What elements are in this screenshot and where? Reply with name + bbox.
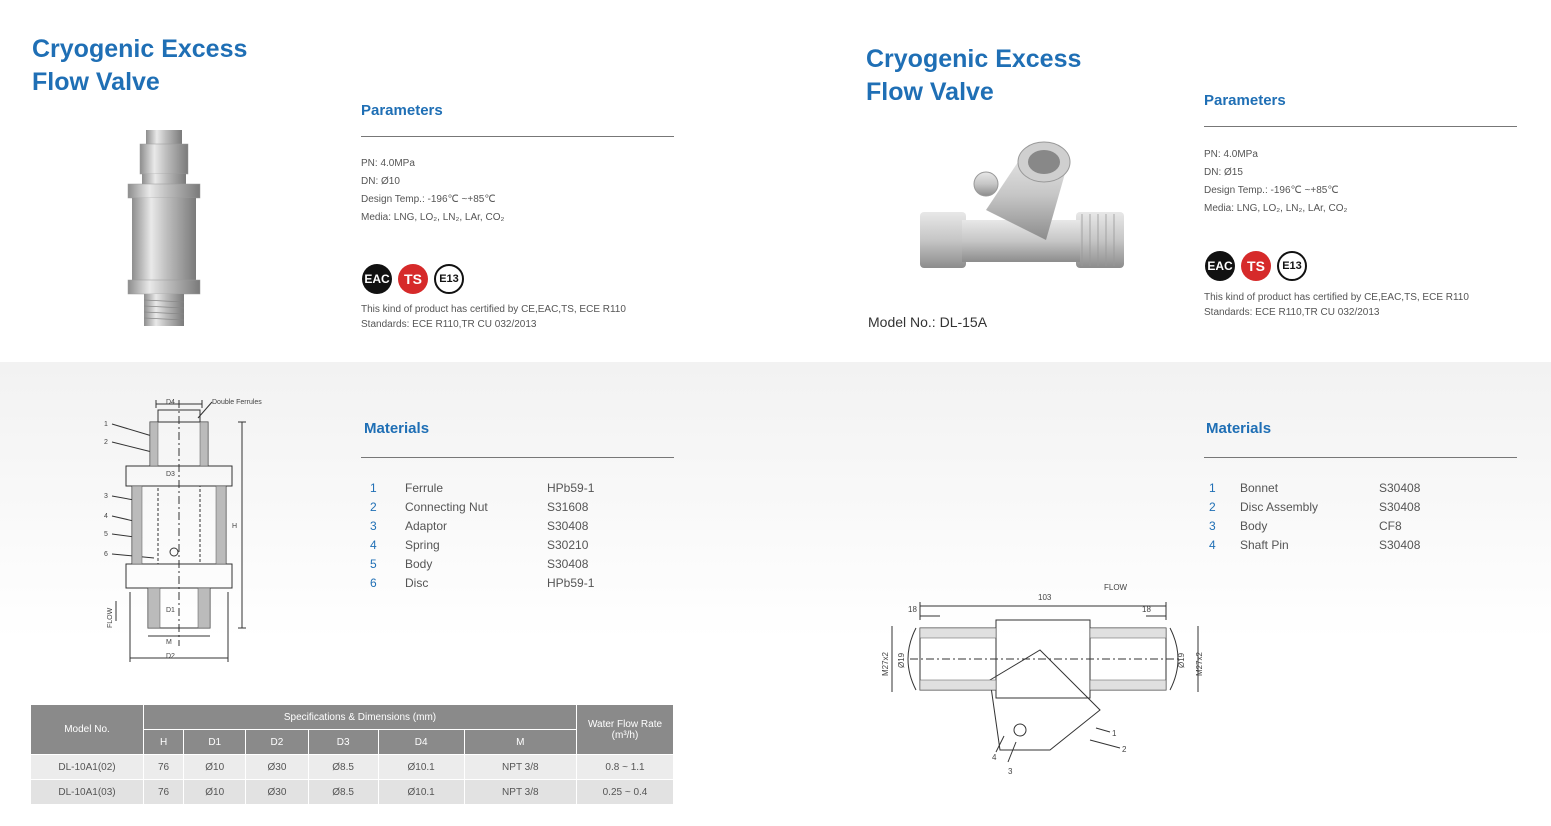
cell: Ø8.5 [308, 780, 378, 805]
material-no: 2 [1209, 500, 1216, 514]
material-row [370, 479, 670, 498]
callout-1: 1 [104, 421, 108, 428]
cell: Ø10.1 [378, 755, 464, 780]
material-grade: HPb59-1 [547, 481, 595, 495]
cell: Ø10.1 [378, 780, 464, 805]
dia-left-label: Ø19 [897, 652, 906, 668]
material-grade: S31608 [547, 500, 589, 514]
callout-4: 4 [992, 753, 997, 762]
th-d3: D3 [308, 730, 378, 755]
material-row [1209, 536, 1509, 555]
material-grade: S30210 [547, 538, 589, 552]
callout-4: 4 [104, 513, 108, 520]
material-no: 3 [370, 519, 377, 533]
callout-5: 5 [104, 531, 108, 538]
th-d4: D4 [378, 730, 464, 755]
cell: Ø10 [184, 780, 246, 805]
material-row [370, 498, 670, 517]
material-row [370, 517, 670, 536]
callout-6: 6 [104, 551, 108, 558]
left-title-line-2: Flow Valve [32, 68, 160, 96]
dia-right-label: Ø19 [1177, 652, 1186, 668]
flow-label: FLOW [107, 607, 114, 628]
th-d2: D2 [246, 730, 308, 755]
dim-d2-label: D2 [166, 653, 175, 660]
th-flow [577, 705, 674, 755]
right-section-drawing [880, 580, 1210, 780]
material-no: 1 [370, 481, 377, 495]
material-name: Ferrule [405, 481, 444, 495]
material-grade: S30408 [1379, 538, 1421, 552]
callout-2: 2 [1122, 745, 1127, 754]
material-name: Body [405, 557, 433, 571]
right-cert-badges [1205, 251, 1307, 281]
material-row [370, 574, 670, 593]
cell: 76 [144, 755, 184, 780]
e13-badge: E13 [434, 264, 464, 294]
dim-d4-label: D4 [166, 399, 175, 406]
material-row [1209, 498, 1509, 517]
left-cert-text [361, 302, 626, 332]
material-no: 6 [370, 576, 377, 590]
th-d1: D1 [184, 730, 246, 755]
material-name: Bonnet [1240, 481, 1279, 495]
left-section-drawing [98, 396, 268, 664]
left-parameters-heading: Parameters [361, 102, 443, 119]
right-model-number: Model No.: DL-15A [868, 314, 988, 330]
dim-h-label: H [232, 523, 238, 530]
right-param-temp: Design Temp.: -196℃ ~+85℃ [1204, 185, 1339, 196]
cell: Ø30 [246, 755, 308, 780]
material-no: 2 [370, 500, 377, 514]
left-standards-line: Standards: ECE R110,TR CU 032/2013 [361, 319, 537, 330]
e13-badge: E13 [1277, 251, 1307, 281]
material-name: Disc Assembly [1240, 500, 1319, 514]
cell: NPT 3/8 [464, 780, 576, 805]
left-param-media: Media: LNG, LO₂, LN₂, LAr, CO₂ [361, 212, 505, 223]
material-no: 4 [370, 538, 377, 552]
left-cert-line: This kind of product has certified by CE,EAC,TS, ECE R110 [361, 304, 626, 315]
material-name: Body [1240, 519, 1268, 533]
th-flow-unit: (m³/h) [611, 729, 639, 741]
material-name: Adaptor [405, 519, 448, 533]
left-product-title [32, 33, 247, 99]
right-parameters-divider [1204, 126, 1517, 127]
material-row [370, 536, 670, 555]
left-param-pn: PN: 4.0MPa [361, 158, 415, 169]
right-cert-line: This kind of product has certified by CE,EAC,TS, ECE R110 [1204, 292, 1469, 303]
th-model: Model No. [31, 705, 144, 755]
th-spec: Specifications & Dimensions (mm) [144, 705, 577, 730]
left-parameters-divider [361, 136, 674, 137]
material-grade: CF8 [1379, 519, 1402, 533]
right-param-pn: PN: 4.0MPa [1204, 149, 1258, 160]
thread-left-label: M27x2 [881, 651, 890, 676]
left-param-temp: Design Temp.: -196℃ ~+85℃ [361, 194, 496, 205]
cell: NPT 3/8 [464, 755, 576, 780]
material-no: 4 [1209, 538, 1216, 552]
cell: Ø30 [246, 780, 308, 805]
left-param-dn: DN: Ø10 [361, 176, 400, 187]
material-grade: S30408 [1379, 500, 1421, 514]
right-title-line-2: Flow Valve [866, 78, 994, 106]
cell-flow: 0.25 ~ 0.4 [577, 780, 674, 805]
left-materials-divider [361, 457, 674, 458]
spec-table [30, 704, 674, 805]
left-cert-badges [362, 264, 464, 294]
material-row [1209, 479, 1509, 498]
left-parameters-list [361, 155, 504, 227]
right-materials-heading: Materials [1206, 420, 1272, 437]
right-param-dn: DN: Ø15 [1204, 167, 1243, 178]
material-grade: S30408 [1379, 481, 1421, 495]
material-row [370, 555, 670, 574]
material-grade: HPb59-1 [547, 576, 595, 590]
flow-label: FLOW [1104, 583, 1128, 592]
eac-badge: EAC [1205, 251, 1235, 281]
cell: 76 [144, 780, 184, 805]
dim-d3-label: D3 [166, 471, 175, 478]
cell-model: DL-10A1(03) [31, 780, 144, 805]
material-grade: S30408 [547, 519, 589, 533]
left-valve-photo [120, 128, 220, 328]
th-h: H [144, 730, 184, 755]
dim-end-left-label: 18 [908, 605, 917, 614]
ts-badge: TS [398, 264, 428, 294]
right-parameters-list [1204, 146, 1347, 218]
left-title-line-1: Cryogenic Excess [32, 35, 248, 63]
dim-overall-label: 103 [1038, 593, 1052, 602]
cell: Ø10 [184, 755, 246, 780]
dim-d1-label: D1 [166, 607, 175, 614]
left-materials-heading: Materials [364, 420, 430, 437]
right-param-media: Media: LNG, LO₂, LN₂, LAr, CO₂ [1204, 203, 1348, 214]
right-parameters-heading: Parameters [1204, 92, 1286, 109]
material-no: 3 [1209, 519, 1216, 533]
callout-2: 2 [104, 439, 108, 446]
cell-flow: 0.8 ~ 1.1 [577, 755, 674, 780]
right-cert-text [1204, 290, 1469, 320]
right-materials-divider [1204, 457, 1517, 458]
material-grade: S30408 [547, 557, 589, 571]
material-row [1209, 517, 1509, 536]
cell: Ø8.5 [308, 755, 378, 780]
th-m: M [464, 730, 576, 755]
callout-1: 1 [1112, 729, 1117, 738]
table-row [31, 780, 674, 805]
material-name: Disc [405, 576, 429, 590]
material-no: 5 [370, 557, 377, 571]
eac-badge: EAC [362, 264, 392, 294]
callout-3: 3 [104, 493, 108, 500]
dim-m-label: M [166, 639, 172, 646]
cell-model: DL-10A1(02) [31, 755, 144, 780]
material-name: Connecting Nut [405, 500, 488, 514]
th-flow-title: Water Flow Rate [587, 718, 663, 730]
right-product-title [866, 43, 1081, 109]
ts-badge: TS [1241, 251, 1271, 281]
table-row [31, 755, 674, 780]
callout-3: 3 [1008, 767, 1013, 776]
dim-end-right-label: 18 [1142, 605, 1151, 614]
right-valve-photo [916, 140, 1128, 280]
double-ferrules-label: Double Ferrules [212, 399, 262, 406]
material-no: 1 [1209, 481, 1216, 495]
thread-right-label: M27x2 [1195, 651, 1204, 676]
material-name: Spring [405, 538, 440, 552]
right-title-line-1: Cryogenic Excess [866, 45, 1082, 73]
right-standards-line: Standards: ECE R110,TR CU 032/2013 [1204, 307, 1380, 318]
material-name: Shaft Pin [1240, 538, 1289, 552]
